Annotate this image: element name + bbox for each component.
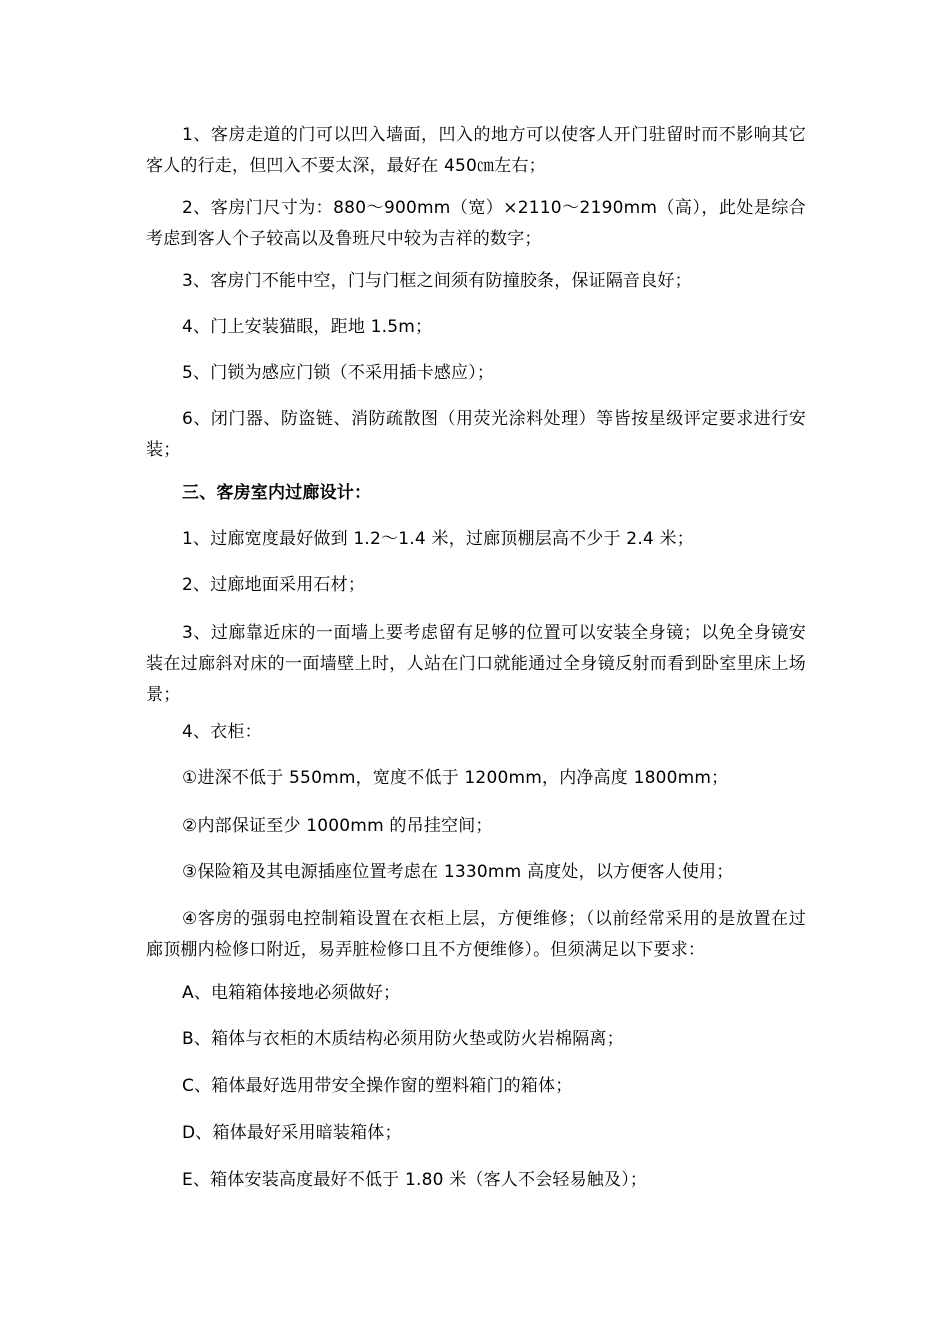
paragraph-door-closer: 6、闭门器、防盗链、消防疏散图（用荧光涂料处理）等皆按星级评定要求进行安装； (146, 409, 806, 460)
paragraph-wardrobe-depth: ①进深不低于 550mm，宽度不低于 1200mm，内净高度 1800mm； (182, 768, 729, 788)
paragraph-item-b: B、箱体与衣柜的木质结构必须用防火垫或防火岩棉隔离； (182, 1029, 624, 1049)
paragraph-mirror: 3、过廊靠近床的一面墙上要考虑留有足够的位置可以安装全身镜；以免全身镜安装在过廊斜对床的一面墙壁上时，人站在门口就能通过全身镜反射而看到卧室里床上场景； (146, 623, 806, 705)
paragraph-control-box: ④客房的强弱电控制箱设置在衣柜上层，方便维修；（以前经常采用的是放置在过廊顶棚内检修口附近，易弄脏检修口且不方便维修）。但须满足以下要求： (146, 909, 806, 960)
section-heading-corridor: 三、客房室内过廊设计： (182, 483, 372, 503)
paragraph-item-a: A、电箱箱体接地必须做好； (182, 983, 401, 1003)
paragraph-safe-box: ③保险箱及其电源插座位置考虑在 1330mm 高度处，以方便客人使用； (182, 862, 734, 882)
paragraph-item-d: D、箱体最好采用暗装箱体； (182, 1123, 402, 1143)
paragraph-hanging-space: ②内部保证至少 1000mm 的吊挂空间； (182, 816, 493, 836)
paragraph-peephole: 4、门上安装猫眼，距地 1.5m； (182, 317, 433, 337)
paragraph-item-c: C、箱体最好选用带安全操作窗的塑料箱门的箱体； (182, 1076, 573, 1096)
paragraph-item-e: E、箱体安装高度最好不低于 1.80 米（客人不会轻易触及）； (182, 1170, 648, 1190)
paragraph-door-seal: 3、客房门不能中空，门与门框之间须有防撞胶条，保证隔音良好； (182, 271, 692, 291)
paragraph-corridor-width: 1、过廊宽度最好做到 1.2～1.4 米，过廊顶棚层高不少于 2.4 米； (182, 529, 694, 549)
paragraph-door-recess: 1、客房走道的门可以凹入墙面，凹入的地方可以使客人开门驻留时而不影响其它客人的行走，但凹入不要太深，最好在 450㎝左右； (146, 125, 806, 176)
paragraph-corridor-floor: 2、过廊地面采用石材； (182, 575, 366, 595)
paragraph-door-lock: 5、门锁为感应门锁（不采用插卡感应）； (182, 363, 495, 383)
paragraph-wardrobe: 4、衣柜： (182, 722, 262, 742)
paragraph-door-size: 2、客房门尺寸为：880～900mm（宽）×2110～2190mm（高），此处是综合考虑到客人个子较高以及鲁班尺中较为吉祥的数字； (146, 198, 806, 249)
